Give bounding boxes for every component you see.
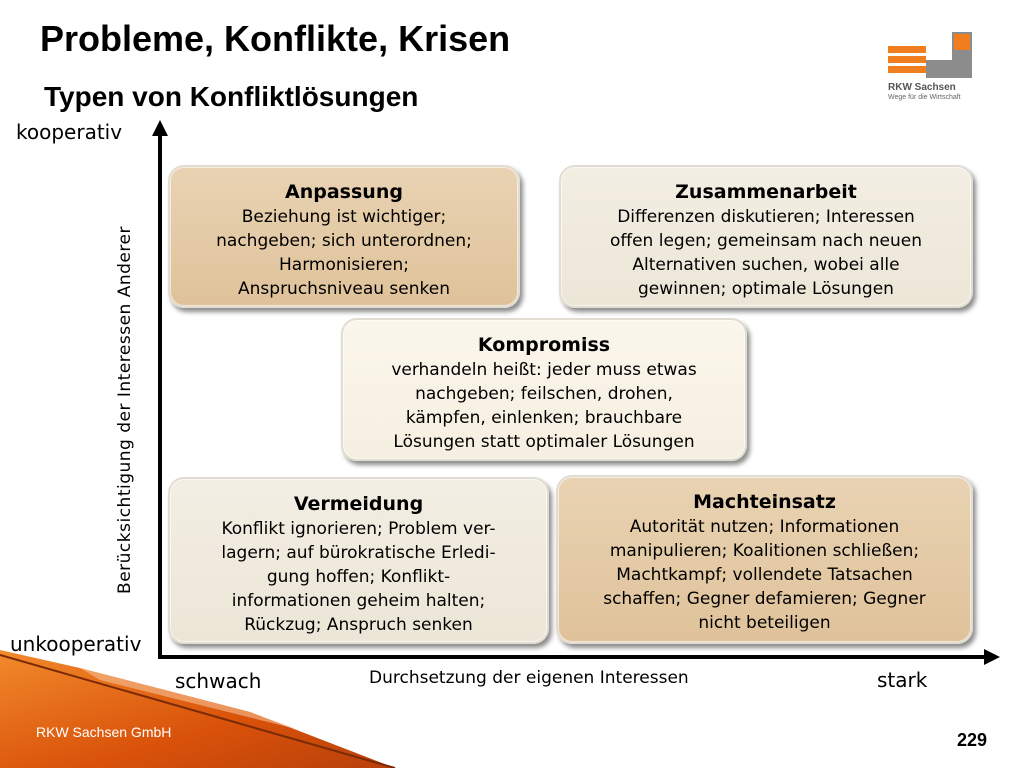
y-axis-title: Berücksichtigung der Interessen Anderer <box>115 226 135 594</box>
logo-tagline: Wege für die Wirtschaft <box>888 94 961 101</box>
x-axis-right-label: stark <box>877 668 928 692</box>
box-zusammenarbeit-title: Zusammenarbeit <box>675 181 857 203</box>
box-anpassung <box>168 165 520 308</box>
x-axis-left-label: schwach <box>175 669 262 693</box>
page-number: 229 <box>957 730 988 750</box>
box-machteinsatz-text: Autorität nutzen; Informationen manipulieren; Koalitionen schließen; Machtkampf; vollendete Tatsachen schaffen; Gegner defamieren; Gegner nicht beteiligen <box>603 517 926 633</box>
x-axis-arrow <box>984 649 1000 665</box>
box-machteinsatz <box>556 475 973 644</box>
y-axis-bottom-label: unkooperativ <box>10 632 142 656</box>
box-vermeidung-title: Vermeidung <box>293 493 424 515</box>
box-anpassung-title: Anpassung <box>285 181 403 203</box>
box-kompromiss-title: Kompromiss <box>477 334 611 356</box>
box-vermeidung <box>168 477 549 644</box>
box-zusammenarbeit <box>559 165 973 308</box>
box-kompromiss <box>341 318 747 461</box>
y-axis-top-label: kooperativ <box>16 120 123 144</box>
x-axis-title: Durchsetzung der eigenen Interessen <box>369 668 689 688</box>
box-anpassung-text: Beziehung ist wichtiger; nachgeben; sich unterordnen; Harmonisieren; Anspruchsniveau senken <box>216 207 472 299</box>
logo-name: RKW Sachsen <box>888 82 956 93</box>
box-machteinsatz-title: Machteinsatz <box>693 491 836 513</box>
box-kompromiss-text: verhandeln heißt: jeder muss etwas nachgeben; feilschen, drohen, kämpfen, einlenken; brauchbare Lösungen statt optimaler Lösungen <box>391 360 697 452</box>
box-vermeidung-text: Konflikt ignorieren; Problem ver- lagern; auf bürokratische Erledi- gung hoffen; Konflikt- informationen geheim halten; Rückzug; Anspruch senken <box>221 519 496 635</box>
y-axis-arrow <box>152 120 168 136</box>
page-subtitle: Typen von Konfliktlösungen <box>44 81 419 112</box>
box-zusammenarbeit-text: Differenzen diskutieren; Interessen offen legen; gemeinsam nach neuen Alternativen suchen, wobei alle gewinnen; optimale Lösungen <box>609 207 923 299</box>
footer-company: RKW Sachsen GmbH <box>36 724 172 740</box>
page-title: Probleme, Konflikte, Krisen <box>40 18 511 59</box>
